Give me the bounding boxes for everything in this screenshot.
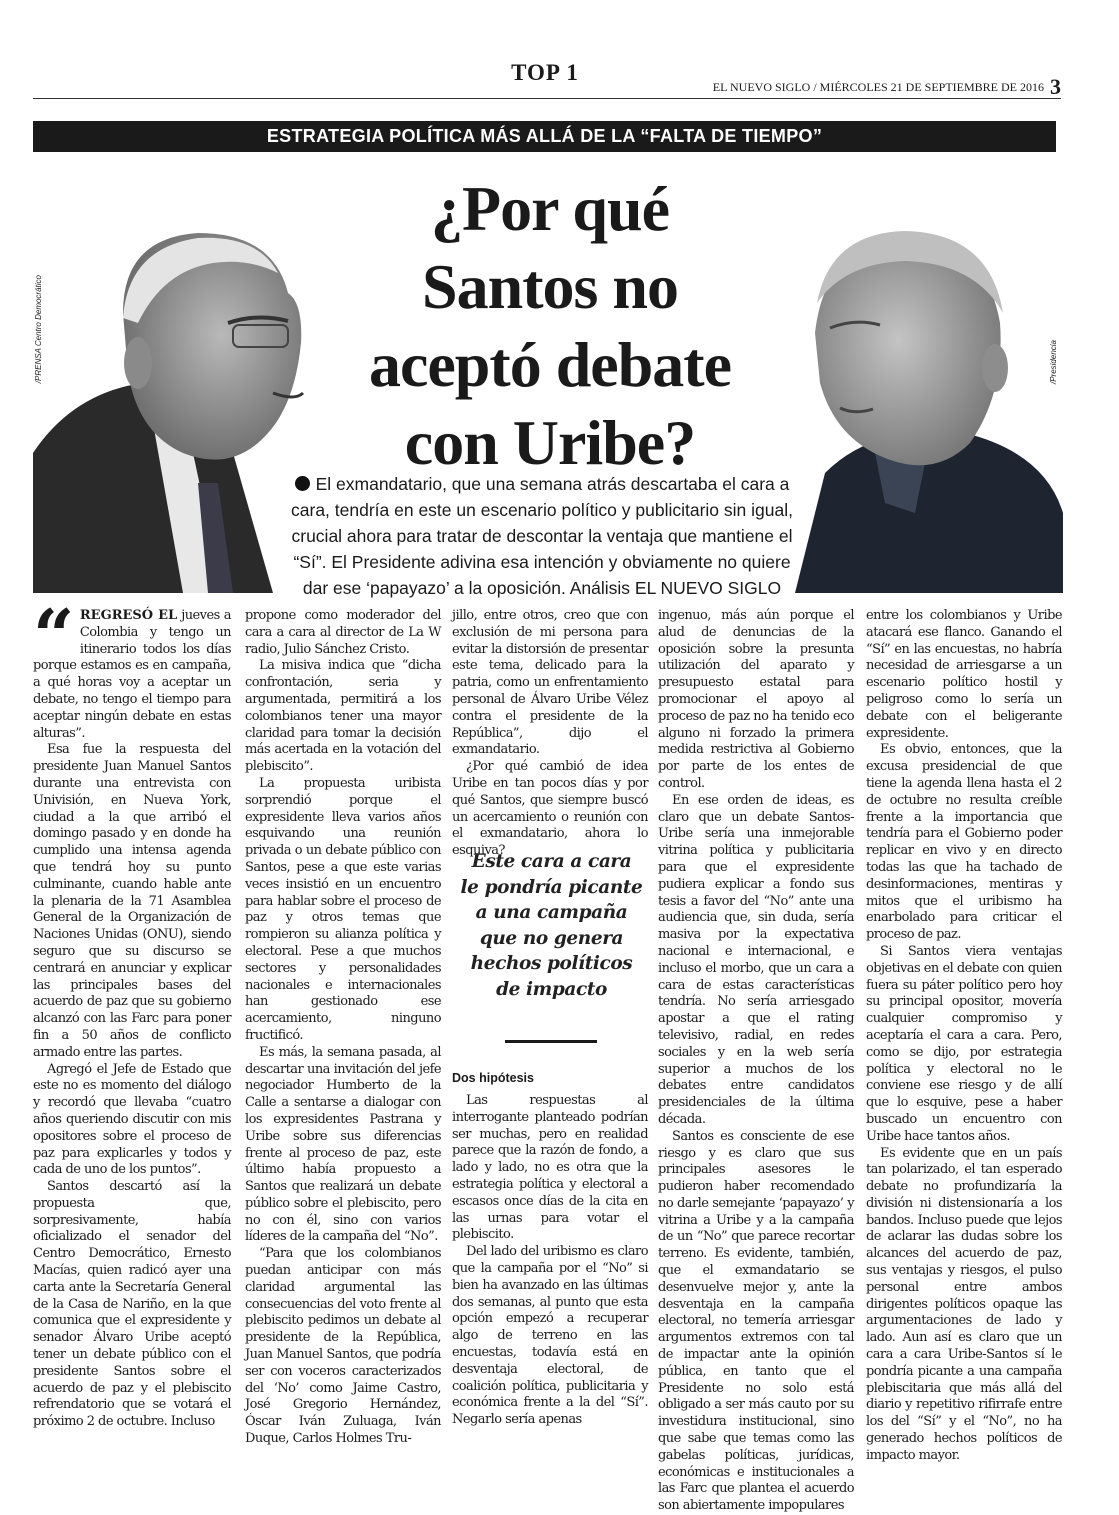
- paragraph: jillo, entre otros, creo que con exclusión de mi persona para evitar la distorsión de presentar este tema, delicado para la patria, como un enfrentamiento personal de Álvaro Uribe Vélez contra el presidente de la República”, dijo el exmandatario.: [452, 608, 648, 758]
- paragraph: Del lado del uribismo es claro que la campaña por el “No” si bien ha avanzado en las últimas dos semanas, al punto que esta opción empezó a recuperar algo de terreno en las encuestas, todavía está en desventaja electoral, de coalición política, publicitaria y económica frente a la del “Sí”. Negarlo sería apenas: [452, 1244, 648, 1428]
- deck: [282, 471, 802, 601]
- paragraph: Agregó el Jefe de Estado que este no es momento del diálogo y recordó que llevaba “cuatro años queriendo discutir con mis opositores sobre el proceso de paz para explicarles y todos y cada de uno de los puntos”.: [33, 1061, 231, 1178]
- photo-credit-left: /PRENSA Centro Democrático: [34, 275, 43, 384]
- paragraph: entre los colombianos y Uribe atacará ese flanco. Ganando el “Sí” en las encuestas, no habría necesidad de arriesgarse a un escenario político hostil y peligroso como lo sería un debate con el beligerante expresidente.: [866, 608, 1062, 741]
- paragraph: Santos es consciente de ese riesgo y es claro que sus principales asesores le pudieron haber recomendado no darle semejante ‘papayazo’ y vitrina a Uribe y a la campaña de un “No” que parece recortar terreno. Es evidente, también, que el exmandatario se desenvuelve mejor y, ante la desventaja en la campaña electoral, no temería arriesgar argumentos extremos con tal de impactar ante la opinión pública, en tanto que el Presidente no solo está obligado a ser más cauto por su investidura institucional, sino que sabe que temas como las gabelas políticas, jurídicas, económicas e institucionales a las Farc que plantea el acuerdo son abiertamente impopulares: [658, 1128, 854, 1514]
- paragraph: ingenuo, más aún porque el alud de denuncias de la oposición sobre la presunta utilización del aparato y presupuesto estatal para promocionar el apoyo al proceso de paz no ha tenido eco alguno ni forzado la primera medida restrictiva al Gobierno por parte de los entes de control.: [658, 608, 854, 791]
- paragraph: jueves a Colombia y tengo un itinerario todos los días porque estamos es en campaña, a qué horas voy a aceptar un debate, no tengo el tiempo para aceptar ningún debate en estas alturas”.: [33, 608, 231, 741]
- paragraph: Es obvio, entonces, que la excusa presidencial de que tiene la agenda llena hasta el 2 de octubre no resulta creíble frente a la importancia que tendría para el Gobierno poder replicar en vivo y en directo todas las que ha tachado de desinformaciones, mentiras y mitos que el uribismo ha enarbolado para criticar el proceso de paz.: [866, 742, 1062, 943]
- paragraph: En ese orden de ideas, es claro que un debate Santos-Uribe sería una inmejorable vitrina política y publicitaria para que el expresidente pudiera explicar a fondo sus tesis a favor del “No” ante una audiencia que, sin duda, sería masiva por la expectativa nacional e internacional, e incluso el morbo, que un cara a cara de estas características tendría. No sería arriesgado apostar a que el rating televisivo, radial, en redes sociales y en la web sería superior a muchos de los debates entre candidatos presidenciales de la última década.: [658, 792, 854, 1127]
- headline-line: con Uribe?: [404, 407, 696, 478]
- paragraph: Esa fue la respuesta del presidente Juan Manuel Santos durante una entrevista con Univisión, en Nueva York, ciudad a la que arribó el domingo pasado y en donde ha cumplido una intensa agenda que tendrá hoy su punto culminante, cuando hable ante la plenaria de la 71 Asamblea General de la Organización de Naciones Unidas (ONU), siendo seguro que su discurso se centrará en anunciar y explicar las principales bases del acuerdo de paz que su gobierno alcanzó con las Farc para poner fin a 50 años de conflicto armado entre las partes.: [33, 742, 231, 1060]
- article-column-4: [658, 608, 854, 1515]
- pull-quote-rule: [505, 1040, 597, 1043]
- section-label: TOP 1: [511, 60, 579, 85]
- headline-line: aceptó debate: [368, 329, 732, 400]
- article-column-3-lower: [452, 1093, 648, 1429]
- photo-credit-right: /Presidencia: [1049, 340, 1058, 385]
- article-column-1: [33, 593, 231, 1431]
- article-column-5: [866, 608, 1062, 1465]
- paragraph: Las respuestas al interrogante planteado podrían ser muchas, pero en realidad parece que la razón de fondo, a lado y lado, no es otra que la estrategia política y electoral a escasos once días de la cita en las urnas para votar el plebiscito.: [452, 1093, 648, 1243]
- header-rule: [33, 98, 1061, 99]
- folio-text: EL NUEVO SIGLO / MIÉRCOLES 21 DE SEPTIEMBRE DE 2016: [712, 80, 1044, 94]
- paragraph: ¿Por qué cambió de idea Uribe en tan pocos días y por qué Santos, que siempre buscó un acercamiento o reunión con el exmandatario, ahora lo esquiva?: [452, 759, 648, 859]
- deck-text: El exmandatario, que una semana atrás descartaba el cara a cara, tendría en este un escenario político y publicitario sin igual, crucial ahora para tratar de descontar la ventaja que mantiene el “Sí”. El Presidente adivina esa intención y obviamente no quiere dar ese ‘papayazo’ a la oposición. Análisis EL NUEVO SIGLO: [291, 474, 793, 598]
- kicker-text: ESTRATEGIA POLÍTICA MÁS ALLÁ DE LA “FALTA DE TIEMPO”: [266, 126, 823, 146]
- headline: [340, 170, 760, 482]
- paragraph: Si Santos viera ventajas objetivas en el debate con quien fuera su páter político pero hoy su principal opositor, movería cualquier compromiso y aceptaría el cara a cara. Pero, como se dijo, por estrategia política y electoral no le conviene ese riesgo y de allí que lo esquive, pese a haber buscado un encuentro con Uribe hace tantos años.: [866, 943, 1062, 1144]
- headline-line: Santos no: [422, 251, 678, 322]
- pull-quote: Este cara a cara le pondría picante a una campaña que no genera hechos políticos de impacto: [460, 851, 643, 1000]
- article-column-3: [452, 608, 648, 860]
- quote-mark-icon: “: [33, 593, 74, 678]
- article-column-2: [245, 608, 441, 1448]
- paragraph: La misiva indica que “dicha confrontación, seria y argumentada, permitirá a los colombianos tener una mayor claridad para tomar la decisión más acertada en la votación del plebiscito”.: [245, 658, 441, 775]
- paragraph: Es más, la semana pasada, al descartar una invitación del jefe negociador Humberto de la Calle a sentarse a dialogar con los expresidentes Pastrana y Uribe sobre sus diferencias frente al proceso de paz, este último había propuesto a Santos que realizará un debate público sobre el plebiscito, pero no con él, sino con varios líderes de la campaña del “No”.: [245, 1044, 441, 1245]
- paragraph: “Para que los colombianos puedan anticipar con más claridad argumental las consecuencias del voto frente al plebiscito pedimos un debate al presidente de la República, Juan Manuel Santos, que podría ser con voceros caracterizados del ‘No’ como Jaime Castro, José Gregorio Hernández, Óscar Iván Zuluaga, Iván Duque, Carlos Holmes Tru-: [245, 1246, 441, 1447]
- lead-in: REGRESÓ EL: [79, 608, 178, 623]
- kicker-bar: [33, 121, 1056, 152]
- subhead: Dos hipótesis: [452, 1071, 534, 1085]
- folio: [713, 74, 1061, 100]
- bullet-dot-icon: [295, 476, 310, 491]
- paragraph: La propuesta uribista sorprendió porque el expresidente lleva varios años esquivando una reunión privada o un debate público con Santos, pese a que este varias veces insistió en un encuentro para hablar sobre el proceso de paz y otros temas que rompieron su alianza política y electoral. Pese a que muchos sectores y personalidades nacionales e internacionales han gestionado ese acercamiento, ninguno fructificó.: [245, 775, 441, 1043]
- paragraph: propone como moderador del cara a cara al director de La W radio, Julio Sánchez Cristo.: [245, 608, 441, 657]
- paragraph: Es evidente que en un país tan polarizado, el tan esperado debate no profundizaría la división ni distensionaría a los bandos. Incluso puede que lejos de aclarar las dudas sobre los alcances del acuerdo de paz, sus ventajas y riesgos, el pulso personal entre ambos dirigentes políticos opaque las argumentaciones de lado y lado. Aun así es claro que un cara a cara Uribe-Santos sí le pondría picante a una campaña plebiscitaria que más allá del diario y repetitivo rifirrafe entre los del “Sí” y el “No”, no ha generado hechos políticos de impacto mayor.: [866, 1145, 1062, 1463]
- paragraph: Santos descartó así la propuesta que, sorpresivamente, había oficializado el senador del Centro Democrático, Ernesto Macías, quien radicó ayer una carta ante la Secretaría General de la Casa de Nariño, en la que comunica que el expresidente y senador Álvaro Uribe aceptó tener un debate público con el presidente Santos sobre el acuerdo de paz y el plebiscito refrendatorio que se votará el próximo 2 de octubre. Incluso: [33, 1179, 231, 1430]
- page-number: 3: [1050, 74, 1061, 99]
- headline-line: ¿Por qué: [431, 173, 669, 244]
